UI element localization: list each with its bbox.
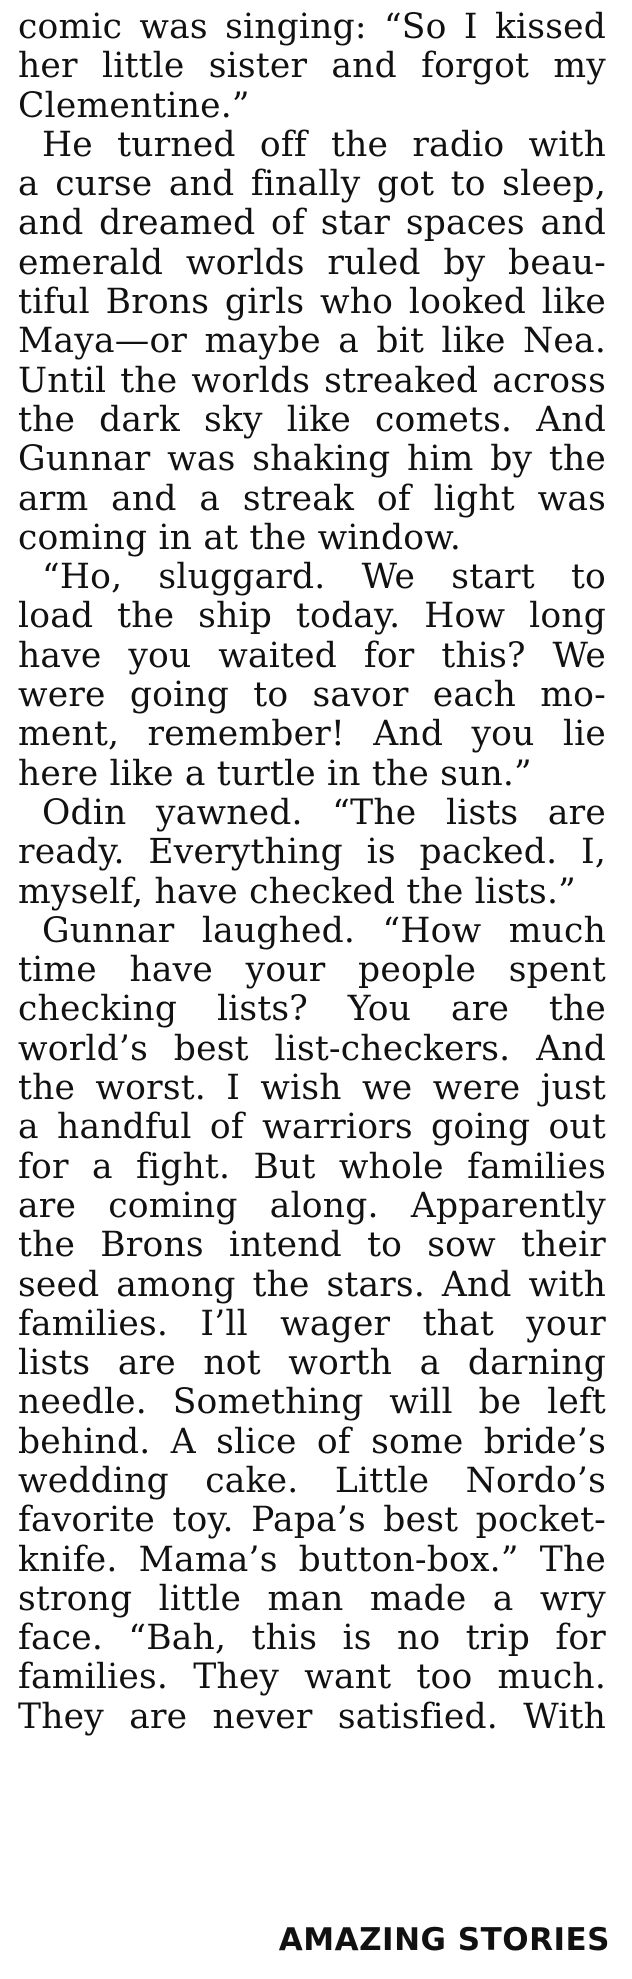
text-line: the worst. I wish we were just [18,1068,606,1109]
text-line: world’s best list-checkers. And [18,1028,606,1069]
text-line: Until the worlds streaked across [18,360,606,401]
text-line: ment, remember! And you lie [18,714,606,755]
text-line: They are never satisfied. With [18,1696,606,1737]
text-line: emerald worlds ruled by beau- [18,242,606,283]
text-line: Clementine.” [18,85,250,126]
text-line: comic was singing: “So I kissed [18,7,606,47]
text-line: knife. Mama’s button-box.” The [18,1539,606,1580]
text-line: families. I’ll wager that your [18,1303,606,1344]
text-line: face. “Bah, this is no trip for [18,1618,606,1659]
text-line: Maya—or maybe a bit like Nea. [18,321,606,362]
text-line: seed among the stars. And with [18,1264,606,1305]
text-line: tiful Brons girls who looked like [18,282,606,323]
text-line: the Brons intend to sow their [18,1225,606,1266]
text-line: arm and a streak of light was [18,478,606,519]
text-line: behind. A slice of some bride’s [18,1421,606,1462]
text-line: a curse and finally got to sleep, [18,164,606,205]
text-line: have you waited for this? We [18,635,606,676]
text-line: needle. Something will be left [18,1382,606,1423]
text-line: are coming along. Apparently [18,1185,606,1226]
text-line: ready. Everything is packed. I, [18,832,606,873]
text-line: Odin yawned. “The lists are [42,792,606,833]
text-line: a handful of warriors going out [18,1107,606,1148]
text-line: load the ship today. How long [18,596,606,637]
text-line: myself, have checked the lists.” [18,871,576,912]
running-footer: AMAZING STORIES [278,1922,610,1958]
text-line: lists are not worth a darning [18,1343,606,1384]
text-line: favorite toy. Papa’s best pocket- [18,1500,606,1541]
text-line: here like a turtle in the sun.” [18,753,532,794]
text-line: Gunnar laughed. “How much [42,910,606,951]
text-line: her little sister and forgot my [18,46,606,87]
text-line: were going to savor each mo- [18,675,606,716]
text-line: checking lists? You are the [18,989,606,1030]
text-line: for a fight. But whole families [18,1146,606,1187]
text-column [18,8,606,1737]
text-line: He turned off the radio with [42,124,606,165]
text-line: families. They want too much. [18,1657,606,1698]
text-line: coming in at the window. [18,517,462,558]
text-line: wedding cake. Little Nordo’s [18,1460,606,1501]
text-line: the dark sky like comets. And [18,399,606,440]
text-line: Gunnar was shaking him by the [18,439,606,480]
text-line: time have your people spent [18,950,606,991]
text-line: “Ho, sluggard. We start to [42,557,606,598]
text-line: and dreamed of star spaces and [18,203,606,244]
text-line: strong little man made a wry [18,1578,606,1619]
